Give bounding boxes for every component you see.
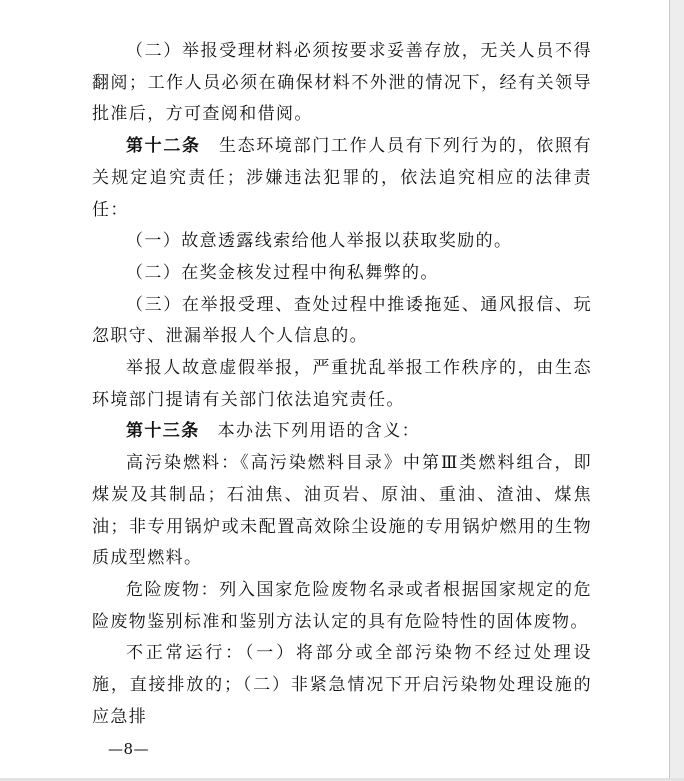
paragraph-text: （三）在举报受理、查处过程中推诿拖延、通风报信、玩忽职守、泄漏举报人个人信息的。 [92,294,592,347]
paragraph-text: 本办法下列用语的含义： [217,421,421,442]
article-heading: 第十二条 [126,136,201,157]
list-item [92,258,592,290]
article-12-paragraph [92,131,592,226]
page-edge-right [669,0,684,781]
paragraph-text: 危险废物：列入国家危险废物名录或者根据国家规定的危险废物鉴别标准和鉴别方法认定的具有危险特性的固体废物。 [92,579,592,632]
document-body [92,36,592,733]
list-item [92,226,592,258]
paragraph-text: 高污染燃料：《高污染燃料目录》中第Ⅲ类燃料组合，即煤炭及其制品；石油焦、油页岩、原油、重油、渣油、煤焦油；非专用锅炉或未配置高效除尘设施的专用锅炉燃用的生物质成型燃料。 [92,453,592,569]
paragraph [92,353,592,416]
definition-paragraph [92,575,592,638]
paragraph-text: 生态环境部门工作人员有下列行为的，依照有关规定追究责任；涉嫌违法犯罪的，依法追究相应的法律责任： [92,136,592,220]
paragraph [92,36,592,131]
article-heading: 第十三条 [126,421,200,442]
paragraph-text: 举报人故意虚假举报，严重扰乱举报工作秩序的，由生态环境部门提请有关部门依法追究责任。 [92,358,592,410]
article-13-paragraph [92,416,592,448]
list-item [92,290,592,353]
page-number: —8— [108,740,150,758]
definition-paragraph [92,448,592,575]
paragraph-text: （二）在奖金核发过程中徇私舞弊的。 [126,262,439,283]
paragraph-text: 不正常运行：（一）将部分或全部污染物不经过处理设施，直接排放的；（二）非紧急情况下开启污染物处理设施的应急排 [92,643,592,727]
paragraph-text: （二）举报受理材料必须按要求妥善存放，无关人员不得翻阅；工作人员必须在确保材料不外泄的情况下，经有关领导批准后，方可查阅和借阅。 [92,41,592,125]
paragraph-text: （一）故意透露线索给他人举报以获取奖励的。 [126,231,513,252]
definition-paragraph [92,638,592,733]
